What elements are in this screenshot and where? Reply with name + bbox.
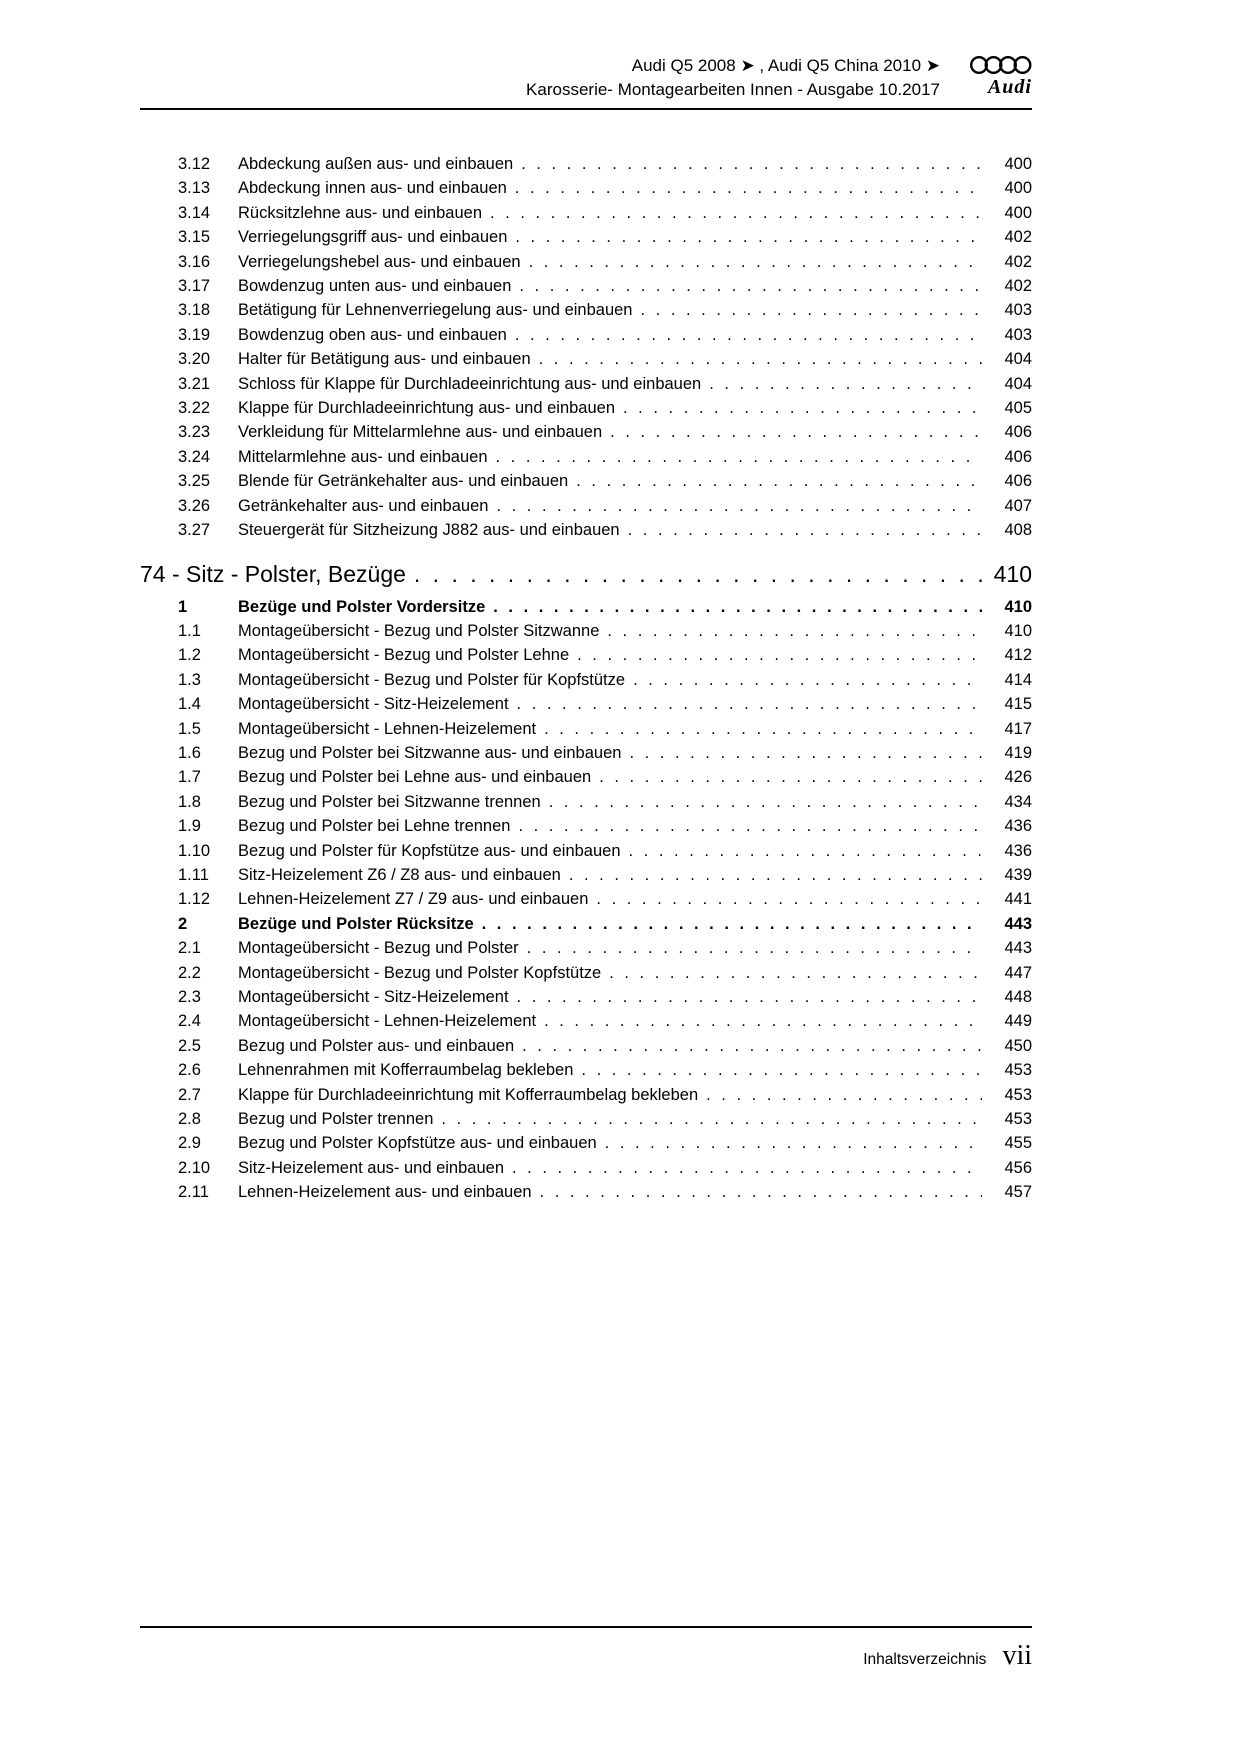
toc-row (140, 814, 1032, 838)
toc-entry-title: Bowdenzug unten aus- und einbauen (238, 277, 512, 296)
toc-entry-title: Montageübersicht - Lehnen-Heizelement (238, 719, 537, 738)
toc-row (140, 961, 1032, 985)
toc-dot-leader (482, 912, 982, 936)
toc-dot-leader (706, 1083, 982, 1107)
toc-row (140, 1058, 1032, 1082)
toc-entry-title: Bezug und Polster Kopfstütze aus- und einbauen (238, 1134, 597, 1153)
toc-entry-title: Montageübersicht - Bezug und Polster Sitzwanne (238, 621, 600, 640)
toc-dot-leader (605, 1131, 982, 1155)
toc-entry-title: Verriegelungsgriff aus- und einbauen (238, 228, 508, 247)
toc-row (140, 518, 1032, 542)
toc-entry-page: 448 (1004, 988, 1032, 1006)
toc-entry-number: 3.26 (178, 496, 211, 515)
toc-dot-leader (569, 863, 982, 887)
toc-entry-page: 443 (1004, 939, 1032, 958)
toc-dot-leader (519, 274, 982, 298)
toc-entry-number: 2.1 (178, 939, 201, 958)
toc-entry-number: 3.22 (178, 399, 211, 418)
toc-row (140, 298, 1032, 322)
toc-entry-page: 404 (1004, 350, 1032, 369)
toc-entry-page: 403 (1004, 325, 1032, 344)
toc-row (140, 445, 1032, 469)
footer-label: Inhaltsverzeichnis (863, 1651, 987, 1668)
toc-entry-page: 456 (1004, 1158, 1032, 1177)
toc-entry-page: 412 (1004, 646, 1032, 665)
toc-dot-leader (517, 985, 982, 1009)
toc-dot-leader (576, 469, 982, 493)
toc-entry-page: 450 (1004, 1036, 1032, 1055)
toc-entry-number: 1.3 (178, 670, 201, 689)
toc-entry-page: 410 (1004, 621, 1032, 640)
toc-entry-page: 406 (1004, 447, 1032, 466)
audi-wordmark: Audi (987, 76, 1032, 98)
toc-entry-number: 3.19 (178, 325, 211, 344)
toc-entry-title: Lehnen-Heizelement Z7 / Z9 aus- und einbauen (238, 890, 589, 909)
toc-entry-number: 2.3 (178, 988, 201, 1006)
toc-dot-leader (496, 494, 982, 518)
toc-dot-leader (610, 420, 982, 444)
toc-entry-page: 405 (1004, 399, 1032, 418)
toc-dot-leader (515, 323, 982, 347)
toc-entry-page: 400 (1004, 179, 1032, 198)
toc-entry-number: 1.9 (178, 817, 201, 836)
toc-dot-leader (521, 152, 982, 176)
toc-entry-title: Bezug und Polster bei Sitzwanne aus- und einbauen (238, 743, 622, 762)
toc-entry-page: 414 (1004, 670, 1032, 689)
toc-entry-number: 1.4 (178, 695, 201, 714)
toc-entry-number: 1.8 (178, 792, 201, 811)
toc-row (140, 595, 1032, 619)
toc-entry-number: 2.4 (178, 1012, 201, 1031)
toc-entry-title: Montageübersicht - Bezug und Polster Lehne (238, 646, 570, 665)
toc-entry-page: 439 (1004, 865, 1032, 884)
toc-entry-title: 74 - Sitz - Polster, Bezüge (140, 560, 406, 587)
page-footer (140, 1626, 1032, 1672)
toc-dot-leader (544, 717, 982, 741)
toc-entry-title: Montageübersicht - Sitz-Heizelement (238, 988, 509, 1006)
toc-entry-page: 453 (1004, 1061, 1032, 1080)
toc-row (140, 1009, 1032, 1033)
toc-row (140, 936, 1032, 960)
toc-dot-leader (512, 1156, 982, 1180)
toc-entry-number: 2.8 (178, 1110, 201, 1129)
toc-dot-leader (544, 1009, 982, 1033)
toc-entry-number: 1.1 (178, 621, 201, 640)
toc-row (140, 250, 1032, 274)
toc-entry-page: 415 (1004, 695, 1032, 714)
toc-entry-page: 400 (1004, 155, 1032, 173)
toc-entry-title: Bezug und Polster für Kopfstütze aus- und einbauen (238, 841, 621, 860)
toc-dot-leader (640, 298, 982, 322)
toc-dot-leader (609, 961, 982, 985)
toc-entry-number: 2.11 (178, 1183, 209, 1202)
toc-entry-title: Lehnen-Heizelement aus- und einbauen (238, 1183, 532, 1202)
toc-dot-leader (518, 814, 982, 838)
toc-entry-title: Schloss für Klappe für Durchladeeinrichtung aus- und einbauen (238, 374, 702, 393)
toc-dot-leader (441, 1107, 982, 1131)
toc-entry-page: 410 (993, 560, 1032, 587)
toc-entry-page: 403 (1004, 301, 1032, 320)
toc-dot-leader (581, 1058, 982, 1082)
toc-entry-title: Bezug und Polster bei Lehne aus- und einbauen (238, 768, 592, 787)
toc-entry-number: 1.6 (178, 743, 201, 762)
toc-row (140, 619, 1032, 643)
toc-row (140, 741, 1032, 765)
toc-entry-page: 453 (1004, 1085, 1032, 1104)
toc-row (140, 494, 1032, 518)
toc-entry-title: Verkleidung für Mittelarmlehne aus- und einbauen (238, 423, 603, 442)
toc-entry-page: 457 (1004, 1183, 1032, 1202)
toc-entry-title: Montageübersicht - Sitz-Heizelement (238, 695, 509, 714)
toc-row (140, 420, 1032, 444)
toc-dot-leader (414, 559, 982, 589)
toc-entry-title: Halter für Betätigung aus- und einbauen (238, 350, 531, 369)
audi-rings-icon (970, 54, 1032, 76)
toc-entry-number: 3.24 (178, 447, 211, 466)
toc-row (140, 692, 1032, 716)
toc-entry-page: 455 (1004, 1134, 1032, 1153)
toc-entry-number: 3.23 (178, 423, 211, 442)
toc-entry-number: 1.7 (178, 768, 201, 787)
toc-entry-number: 3.20 (178, 350, 211, 369)
toc-entry-number: 1.12 (178, 890, 211, 909)
toc-entry-title: Bezug und Polster aus- und einbauen (238, 1036, 515, 1055)
toc-entry-title: Klappe für Durchladeeinrichtung aus- und einbauen (238, 399, 616, 418)
toc-entry-title: Montageübersicht - Bezug und Polster (238, 939, 519, 958)
toc-entry-title: Abdeckung innen aus- und einbauen (238, 179, 507, 198)
toc-entry-number: 3.15 (178, 228, 211, 247)
toc-entry-number: 3.16 (178, 252, 211, 271)
toc-row (140, 765, 1032, 789)
toc-entry-page: 407 (1004, 496, 1032, 515)
toc-entry-page: 400 (1004, 203, 1032, 222)
toc-entry-title: Rücksitzlehne aus- und einbauen (238, 203, 482, 222)
toc-dot-leader (628, 518, 982, 542)
toc-entry-page: 402 (1004, 252, 1032, 271)
toc-row (140, 1083, 1032, 1107)
toc-entry-title: Lehnenrahmen mit Kofferraumbelag bekleben (238, 1061, 574, 1080)
toc-entry-page: 408 (1004, 521, 1032, 540)
toc-entry-title: Mittelarmlehne aus- und einbauen (238, 447, 488, 466)
header-text-block (526, 54, 940, 102)
toc-entry-title: Getränkehalter aus- und einbauen (238, 496, 489, 515)
toc-row (140, 985, 1032, 1009)
toc-entry-page: 406 (1004, 472, 1032, 491)
toc-row (140, 201, 1032, 225)
toc-row (140, 912, 1032, 936)
toc-row (140, 372, 1032, 396)
toc-row (140, 643, 1032, 667)
toc-entry-page: 436 (1004, 817, 1032, 836)
header-divider (140, 108, 1032, 110)
toc-entry-title: Bezug und Polster bei Lehne trennen (238, 817, 511, 836)
toc-entry-number: 3.18 (178, 301, 211, 320)
toc-dot-leader (709, 372, 982, 396)
toc-dot-leader (629, 741, 982, 765)
toc-dot-leader (633, 668, 982, 692)
toc-entry-number: 1.11 (178, 865, 209, 884)
toc-entry-page: 417 (1004, 719, 1032, 738)
toc (140, 152, 1032, 1205)
toc-row (140, 717, 1032, 741)
toc-row (140, 1107, 1032, 1131)
toc-entry-title: Klappe für Durchladeeinrichtung mit Kofferraumbelag bekleben (238, 1085, 699, 1104)
toc-entry-title: Bezug und Polster trennen (238, 1110, 434, 1129)
toc-dot-leader (623, 396, 982, 420)
toc-row (140, 152, 1032, 176)
toc-entry-number: 3.27 (178, 521, 211, 540)
toc-entry-number: 3.21 (178, 374, 211, 393)
toc-entry-title: Bezug und Polster bei Sitzwanne trennen (238, 792, 541, 811)
toc-row (140, 469, 1032, 493)
toc-entry-title: Bezüge und Polster Vordersitze (238, 597, 486, 616)
toc-entry-number: 1.2 (178, 646, 201, 665)
toc-entry-page: 419 (1004, 743, 1032, 762)
toc-entry-number: 3.12 (178, 155, 211, 173)
toc-entry-page: 434 (1004, 792, 1032, 811)
toc-row (140, 225, 1032, 249)
page-header (140, 54, 1032, 102)
toc-dot-leader (577, 643, 982, 667)
toc-entry-title: Montageübersicht - Bezug und Polster Kopfstütze (238, 963, 602, 982)
toc-entry-title: Bezüge und Polster Rücksitze (238, 914, 474, 933)
header-title-line: Karosserie- Montagearbeiten Innen - Ausgabe 10.2017 (526, 80, 940, 99)
toc-entry-number: 2 (178, 914, 188, 933)
toc-row (140, 274, 1032, 298)
toc-row (140, 863, 1032, 887)
toc-row (140, 790, 1032, 814)
toc-row (140, 323, 1032, 347)
toc-entry-page: 436 (1004, 841, 1032, 860)
toc-row (140, 1131, 1032, 1155)
toc-entry-page: 453 (1004, 1110, 1032, 1129)
toc-entry-page: 402 (1004, 228, 1032, 247)
toc-dot-leader (517, 692, 982, 716)
toc-dot-leader (599, 765, 982, 789)
toc-dot-leader (522, 1034, 982, 1058)
toc-dot-leader (607, 619, 982, 643)
toc-dot-leader (529, 250, 982, 274)
toc-entry-title: Abdeckung außen aus- und einbauen (238, 155, 514, 173)
toc-entry-number: 2.9 (178, 1134, 201, 1153)
toc-entry-title: Bowdenzug oben aus- und einbauen (238, 325, 507, 344)
toc-entry-title: Montageübersicht - Bezug und Polster für Kopfstütze (238, 670, 626, 689)
toc-entry-page: 441 (1004, 890, 1032, 909)
toc-entry-number: 1 (178, 597, 188, 616)
toc-entry-number: 2.2 (178, 963, 201, 982)
toc-dot-leader (515, 176, 982, 200)
toc-entry-title: Steuergerät für Sitzheizung J882 aus- und einbauen (238, 521, 620, 540)
toc-row (140, 396, 1032, 420)
toc-entry-number: 2.10 (178, 1158, 211, 1177)
toc-row (140, 839, 1032, 863)
toc-entry-page: 443 (1004, 914, 1032, 933)
toc-row (140, 668, 1032, 692)
toc-entry-number: 1.10 (178, 841, 211, 860)
toc-dot-leader (515, 225, 982, 249)
toc-entry-title: Blende für Getränkehalter aus- und einbauen (238, 472, 569, 491)
toc-dot-leader (549, 790, 982, 814)
toc-entry-number: 2.7 (178, 1085, 201, 1104)
toc-entry-page: 404 (1004, 374, 1032, 393)
toc-dot-leader (596, 887, 982, 911)
toc-row (140, 1034, 1032, 1058)
toc-dot-leader (493, 595, 982, 619)
toc-row (140, 887, 1032, 911)
toc-entry-title: Verriegelungshebel aus- und einbauen (238, 252, 521, 271)
toc-entry-page: 410 (1004, 597, 1032, 616)
toc-dot-leader (629, 839, 982, 863)
toc-entry-title: Montageübersicht - Lehnen-Heizelement (238, 1012, 537, 1031)
toc-dot-leader (490, 201, 982, 225)
toc-entry-number: 3.14 (178, 203, 211, 222)
toc-entry-number: 1.5 (178, 719, 201, 738)
toc-dot-leader (496, 445, 983, 469)
toc-row (140, 1180, 1032, 1204)
footer-page-number: vii (1002, 1640, 1032, 1671)
toc-row (140, 559, 1032, 589)
toc-entry-page: 447 (1004, 963, 1032, 982)
toc-dot-leader (539, 347, 982, 371)
toc-dot-leader (527, 936, 982, 960)
toc-entry-number: 3.17 (178, 277, 211, 296)
toc-row (140, 1156, 1032, 1180)
toc-entry-title: Betätigung für Lehnenverriegelung aus- und einbauen (238, 301, 633, 320)
toc-entry-page: 406 (1004, 423, 1032, 442)
toc-entry-page: 449 (1004, 1012, 1032, 1031)
toc-entry-number: 2.5 (178, 1036, 201, 1055)
toc-entry-title: Sitz-Heizelement Z6 / Z8 aus- und einbauen (238, 865, 561, 884)
toc-entry-number: 3.25 (178, 472, 211, 491)
toc-entry-title: Sitz-Heizelement aus- und einbauen (238, 1158, 504, 1177)
toc-dot-leader (540, 1180, 982, 1204)
toc-row (140, 176, 1032, 200)
toc-entry-number: 2.6 (178, 1061, 201, 1080)
toc-row (140, 347, 1032, 371)
audi-logo-block (970, 54, 1032, 98)
toc-entry-number: 3.13 (178, 179, 211, 198)
toc-entry-page: 402 (1004, 277, 1032, 296)
header-model-line: Audi Q5 2008 ➤ , Audi Q5 China 2010 ➤ (631, 56, 940, 75)
toc-entry-page: 426 (1004, 768, 1032, 787)
